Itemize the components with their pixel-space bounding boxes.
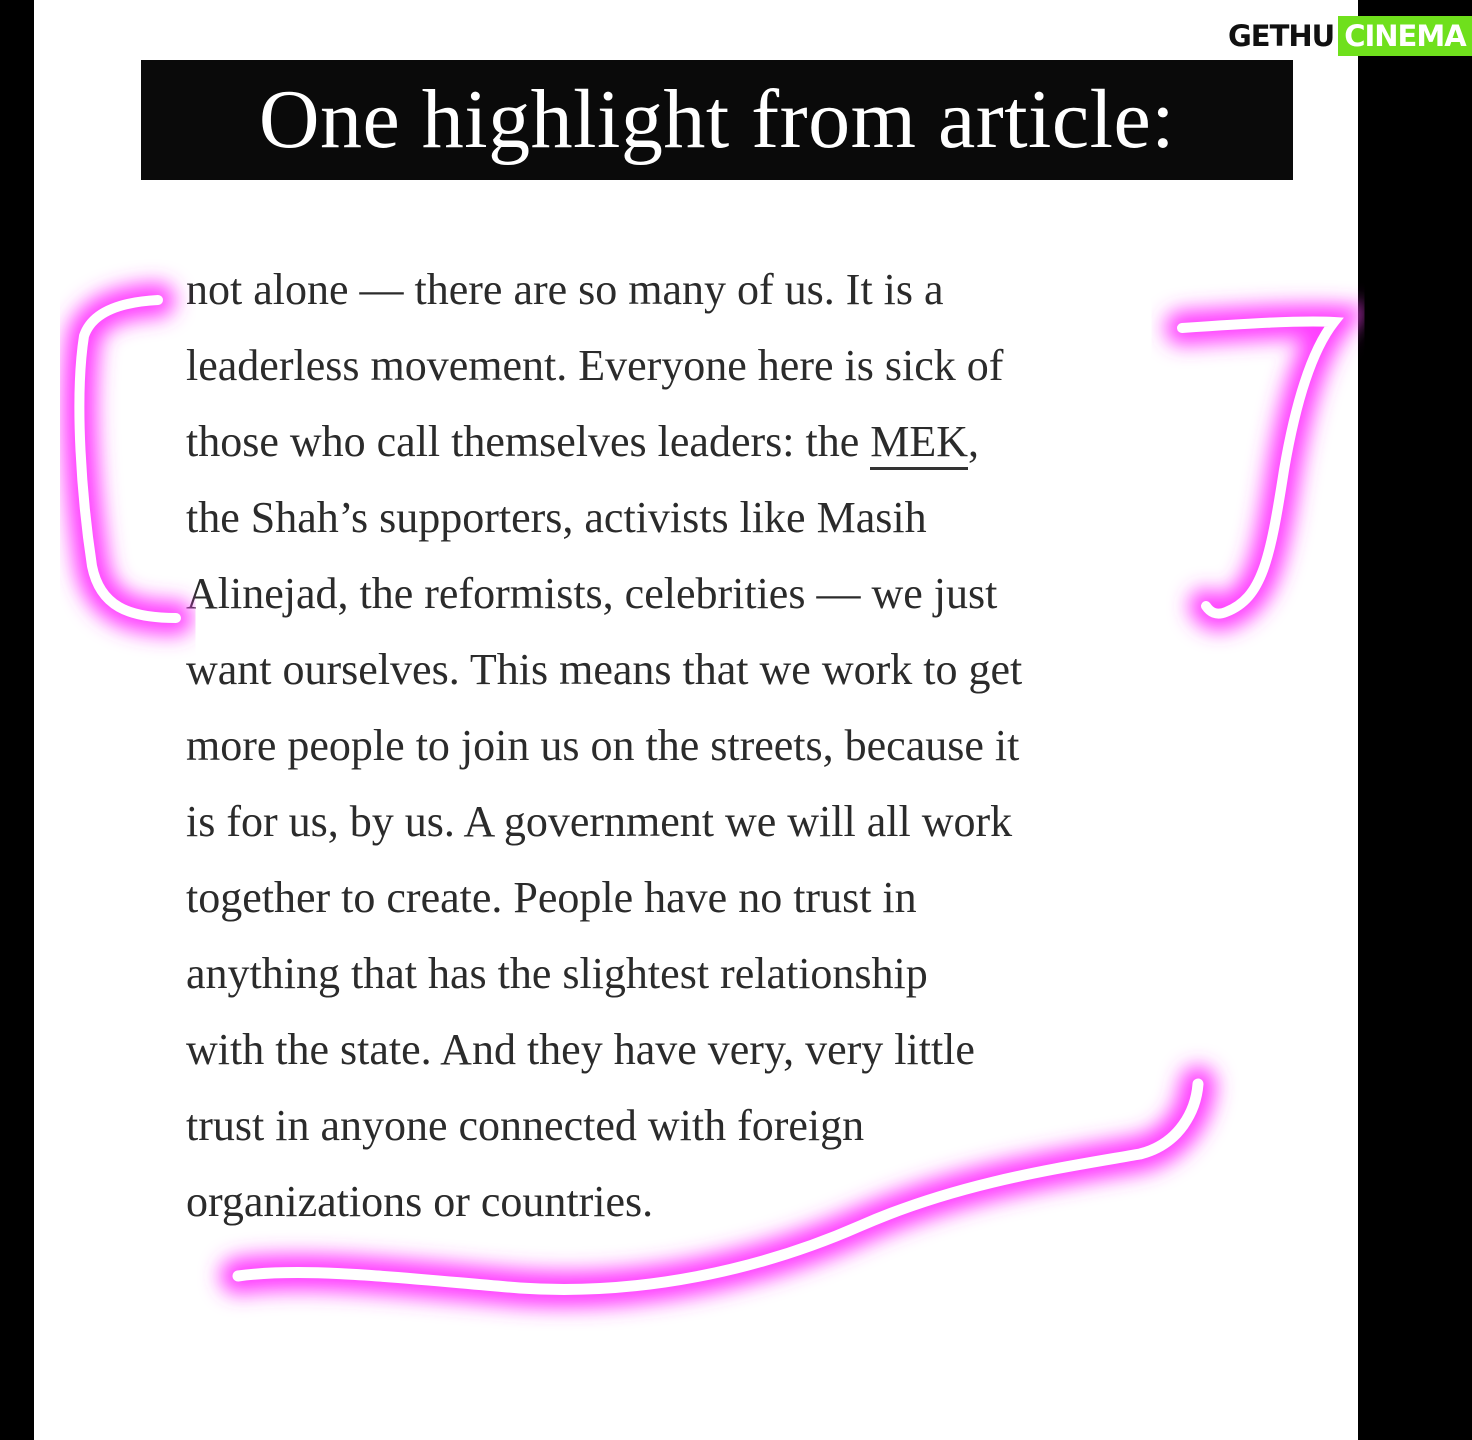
- excerpt-line: want ourselves. This means that we work to get: [186, 645, 1023, 694]
- excerpt-line: the Shah’s supporters, activists like Masih: [186, 493, 927, 542]
- excerpt-line: is for us, by us. A government we will all work: [186, 797, 1013, 846]
- excerpt-line: with the state. And they have very, very little: [186, 1025, 975, 1074]
- watermark-text-part1: GETHU: [1222, 16, 1338, 56]
- excerpt-text: ,: [968, 417, 980, 466]
- article-excerpt: [186, 252, 1286, 1240]
- excerpt-text: those who call themselves leaders: the: [186, 417, 871, 466]
- watermark-badge: [1222, 16, 1466, 56]
- watermark-logo: [1222, 4, 1466, 62]
- excerpt-line: not alone — there are so many of us. It is a: [186, 265, 944, 314]
- page-title: One highlight from article:: [258, 73, 1176, 166]
- excerpt-line: together to create. People have no trust in: [186, 873, 917, 922]
- excerpt-line: anything that has the slightest relationship: [186, 949, 928, 998]
- excerpt-line: leaderless movement. Everyone here is sick of: [186, 341, 1004, 390]
- excerpt-line: Alinejad, the reformists, celebrities — we just: [186, 569, 998, 618]
- excerpt-line: organizations or countries.: [186, 1177, 654, 1226]
- mek-link[interactable]: MEK: [870, 417, 968, 470]
- watermark-text-part2: CINEMA: [1338, 16, 1471, 56]
- excerpt-line: [186, 404, 1286, 480]
- title-banner: [141, 60, 1293, 180]
- excerpt-line: trust in anyone connected with foreign: [186, 1101, 865, 1150]
- excerpt-line: more people to join us on the streets, because it: [186, 721, 1020, 770]
